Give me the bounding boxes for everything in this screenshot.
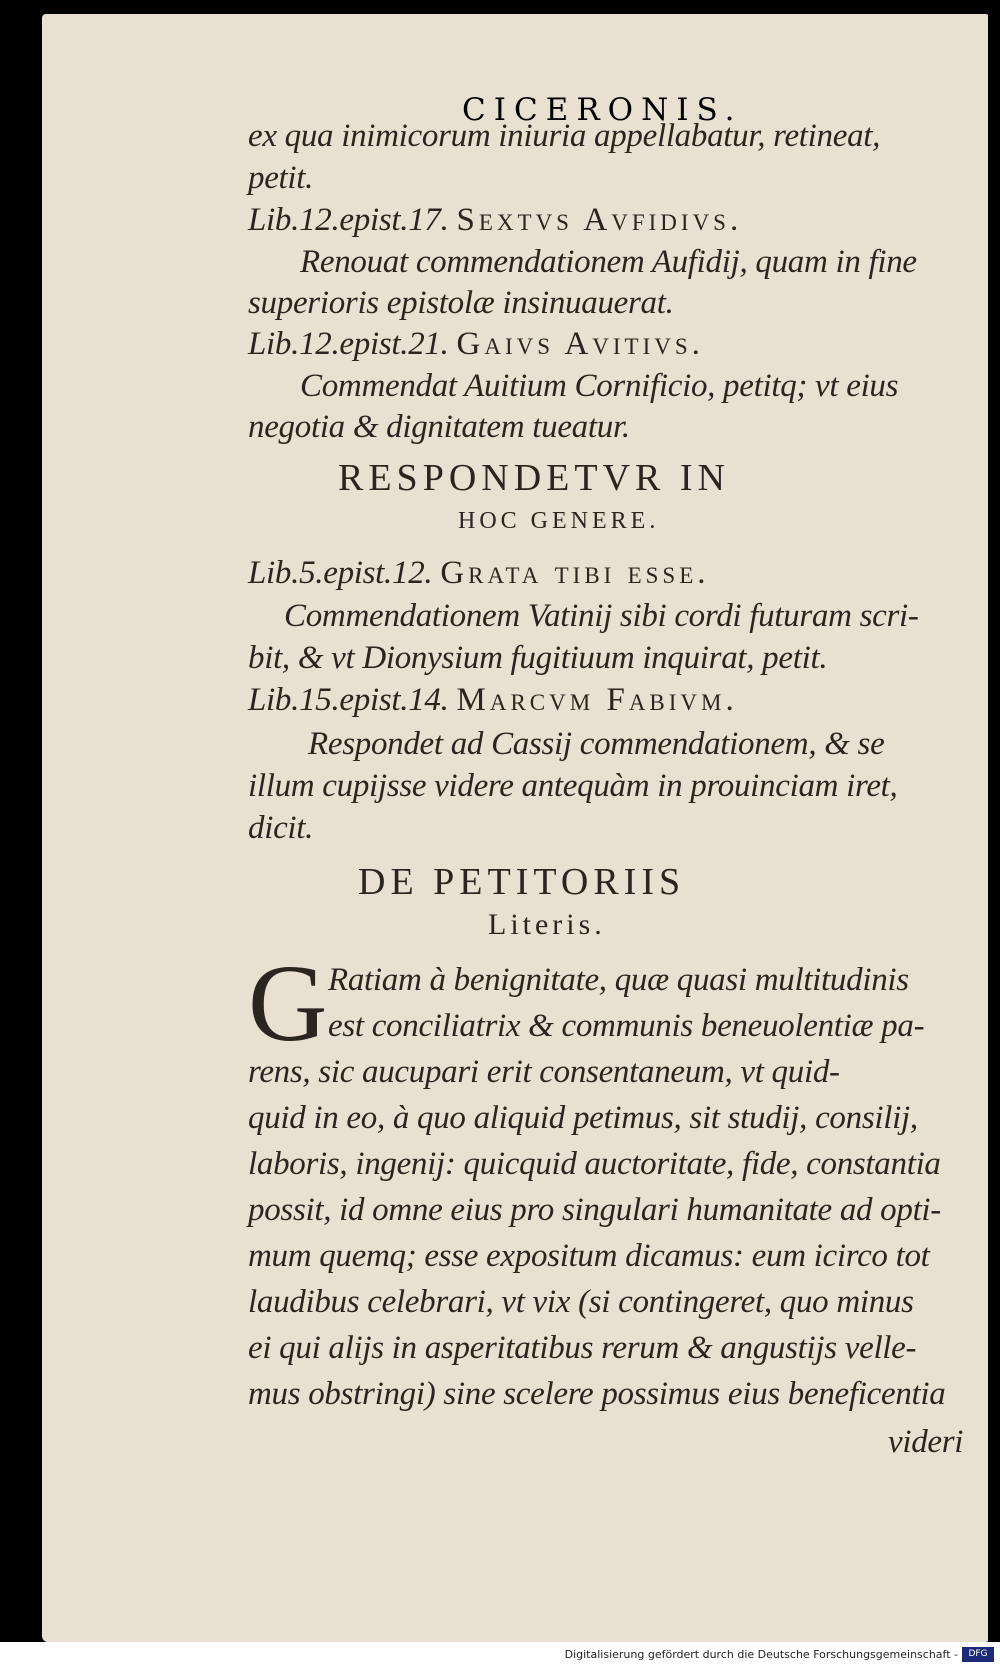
entry-name: Gaivs Avitivs. xyxy=(456,326,704,362)
entry-ref: Lib.5.epist.12. xyxy=(248,555,433,591)
catchword: videri xyxy=(888,1424,964,1460)
section-heading: DE PETITORIIS xyxy=(358,861,686,903)
entry-line xyxy=(248,202,742,239)
text-line: Ratiam à benignitate, quæ quasi multitudinis xyxy=(328,962,909,998)
text-line: dicit. xyxy=(248,810,314,846)
text-line: laudibus celebrari, vt vix (si contingeret, quo minus xyxy=(248,1284,914,1320)
entry-name: Sextvs Avfidivs. xyxy=(456,202,743,238)
text-line: negotia & dignitatem tueatur. xyxy=(248,409,630,445)
text-line: illum cupijsse videre antequàm in prouinciam iret, xyxy=(248,768,898,804)
text-line: ex qua inimicorum iniuria appellabatur, retineat, xyxy=(248,118,881,154)
drop-cap: G xyxy=(248,942,328,1064)
footer-bar xyxy=(0,1642,1000,1670)
dfg-logo: DFG xyxy=(962,1647,994,1662)
entry-line xyxy=(248,682,738,719)
text-line: mus obstringi) sine scelere possimus eius beneficentia xyxy=(248,1376,946,1412)
section-subheading: HOC GENERE. xyxy=(458,508,660,534)
text-line: bit, & vt Dionysium fugitiuum inquirat, petit. xyxy=(248,640,828,676)
text-line: Commendationem Vatinij sibi cordi futuram scri- xyxy=(284,598,919,634)
text-line: ei qui alijs in asperitatibus rerum & angustijs velle- xyxy=(248,1330,917,1366)
section-heading: RESPONDETVR IN xyxy=(338,457,730,499)
text-line: Commendat Auitium Cornificio, petitq; vt eius xyxy=(300,368,899,404)
text-line: Respondet ad Cassij commendationem, & se xyxy=(308,726,885,762)
text-line: est conciliatrix & communis beneuolentiæ pa- xyxy=(328,1008,925,1044)
entry-line xyxy=(248,555,710,592)
text-line: rens, sic aucupari erit consentaneum, vt quid- xyxy=(248,1054,840,1090)
entry-ref: Lib.12.epist.17. xyxy=(248,202,449,238)
text-line: possit, id omne eius pro singulari humanitate ad opti- xyxy=(248,1192,941,1228)
entry-name: Grata tibi esse. xyxy=(440,555,710,591)
section-subheading: Literis. xyxy=(488,908,606,941)
entry-line xyxy=(248,326,704,363)
text-line: mum quemq; esse expositum dicamus: eum icirco tot xyxy=(248,1238,930,1274)
footer-credit: Digitalisierung gefördert durch die Deutsche Forschungsgemeinschaft - xyxy=(564,1648,958,1661)
text-line: quid in eo, à quo aliquid petimus, sit studij, consilij, xyxy=(248,1100,918,1136)
text-line: laboris, ingenij: quicquid auctoritate, fide, constantia xyxy=(248,1146,941,1182)
text-line: superioris epistolæ insinuauerat. xyxy=(248,285,674,321)
entry-name: Marcvm Fabivm. xyxy=(456,682,738,718)
text-line: petit. xyxy=(248,160,314,196)
entry-ref: Lib.12.epist.21. xyxy=(248,326,449,362)
entry-ref: Lib.15.epist.14. xyxy=(248,682,449,718)
text-line: Renouat commendationem Aufidij, quam in fine xyxy=(300,244,917,280)
running-head: CICERONIS. xyxy=(462,92,743,128)
page-text xyxy=(248,0,983,1520)
